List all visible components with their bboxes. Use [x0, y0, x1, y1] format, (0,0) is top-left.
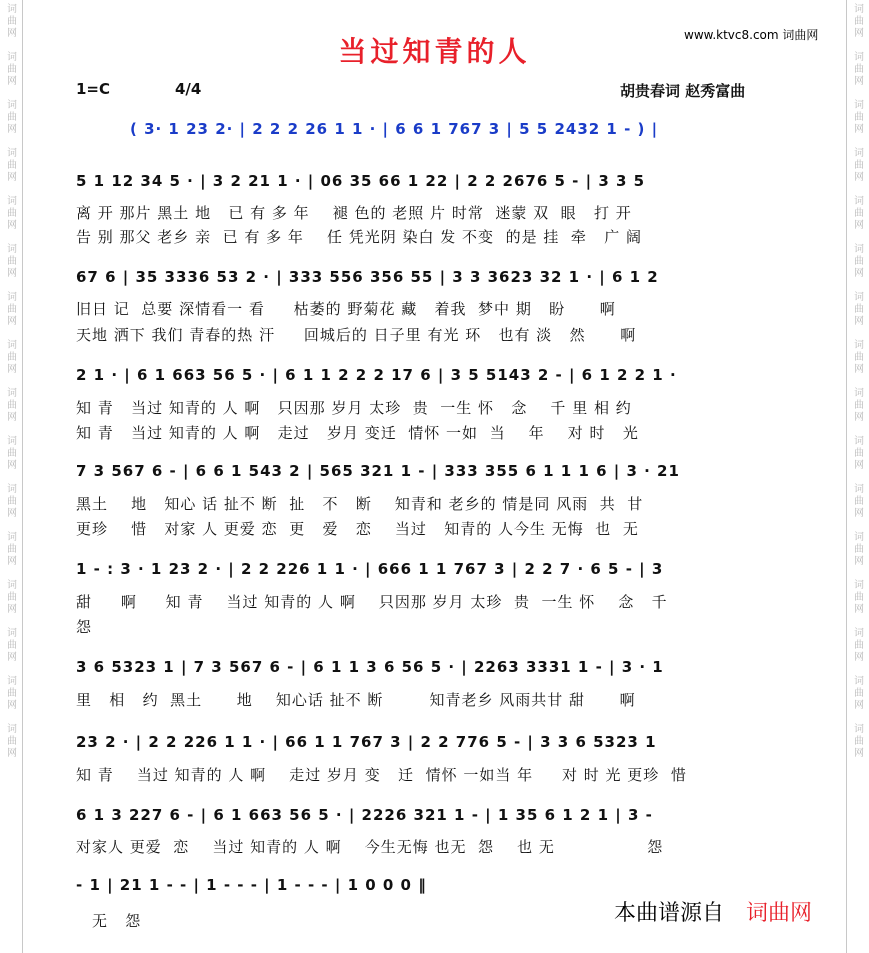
watermark: 词曲网	[7, 484, 17, 519]
watermark: 词曲网	[7, 100, 17, 135]
lyric-verse-1: 甜 啊 知 青 当过 知青的 人 啊 只因那 岁月 太珍 贵 一生 怀 念 千	[76, 593, 668, 611]
watermark: 词曲网	[7, 244, 17, 279]
watermark: 词曲网	[854, 532, 864, 567]
watermark: 词曲网	[7, 4, 17, 39]
lyric-verse-1: 无 怨	[92, 912, 142, 930]
notation-line: 23 2 · | 2 2 226 1 1 · | 66 1 1 767 3 | 2 2 776 5 - | 3 3 6 5323 1	[76, 733, 657, 751]
watermark: 词曲网	[854, 292, 864, 327]
notation-line: 67 6 | 35 3336 53 2 · | 333 556 356 55 | 3 3 3623 32 1 · | 6 1 2	[76, 268, 659, 286]
lyric-verse-1: 旧日 记 总要 深情看一 看 枯萎的 野菊花 藏 着我 梦中 期 盼 啊	[76, 300, 616, 318]
notation-line: 6 1 3 227 6 - | 6 1 663 56 5 · | 2226 321 1 - | 1 35 6 1 2 1 | 3 -	[76, 806, 653, 824]
right-watermark-column	[849, 0, 869, 953]
watermark: 词曲网	[7, 388, 17, 423]
site-header-label: www.ktvc8.com 词曲网	[684, 28, 819, 42]
watermark: 词曲网	[854, 580, 864, 615]
watermark: 词曲网	[7, 628, 17, 663]
lyric-verse-2: 更珍 惜 对家 人 更爱 恋 更 爱 恋 当过 知青的 人今生 无悔 也 无	[76, 520, 639, 538]
watermark: 词曲网	[854, 244, 864, 279]
time-signature: 4/4	[175, 80, 202, 98]
watermark: 词曲网	[7, 52, 17, 87]
notation-line: 1 - : 3 · 1 23 2 · | 2 2 226 1 1 · | 666 1 1 767 3 | 2 2 7 · 6 5 - | 3	[76, 560, 664, 578]
lyric-verse-2: 天地 洒下 我们 青春的热 汗 回城后的 日子里 有光 环 也有 淡 然 啊	[76, 326, 637, 344]
watermark: 词曲网	[854, 340, 864, 375]
credits: 胡贵春词 赵秀富曲	[620, 82, 746, 100]
lyric-verse-2: 怨	[76, 618, 93, 636]
left-border-line	[22, 0, 23, 953]
source-label: 本曲谱源自	[614, 901, 725, 926]
watermark: 词曲网	[854, 436, 864, 471]
watermark: 词曲网	[7, 436, 17, 471]
watermark: 词曲网	[7, 148, 17, 183]
notation-line: 2 1 · | 6 1 663 56 5 · | 6 1 1 2 2 2 17 6 | 3 5 5143 2 - | 6 1 2 2 1 ·	[76, 366, 677, 384]
watermark: 词曲网	[7, 532, 17, 567]
lyric-verse-2: 知 青 当过 知青的 人 啊 走过 岁月 变迁 情怀 一如 当 年 对 时 光	[76, 424, 639, 442]
source-credit	[614, 896, 812, 927]
lyric-verse-1: 里 相 约 黑土 地 知心话 扯不 断 知青老乡 风雨共甘 甜 啊	[76, 691, 636, 709]
source-site: 词曲网	[746, 901, 813, 926]
watermark: 词曲网	[854, 100, 864, 135]
lyric-verse-1: 离 开 那片 黑土 地 已 有 多 年 褪 色的 老照 片 时常 迷蒙 双 眼 打 开	[76, 204, 632, 222]
left-watermark-column	[2, 0, 22, 953]
watermark: 词曲网	[854, 388, 864, 423]
notation-line: 7 3 567 6 - | 6 6 1 543 2 | 565 321 1 - | 333 355 6 1 1 1 6 | 3 · 21	[76, 462, 680, 480]
watermark: 词曲网	[854, 196, 864, 231]
lyric-verse-1: 知 青 当过 知青的 人 啊 走过 岁月 变 迁 情怀 一如当 年 对 时 光 更珍 惜	[76, 766, 687, 784]
watermark: 词曲网	[854, 4, 864, 39]
watermark: 词曲网	[854, 484, 864, 519]
watermark: 词曲网	[7, 292, 17, 327]
watermark: 词曲网	[7, 196, 17, 231]
watermark: 词曲网	[854, 148, 864, 183]
watermark: 词曲网	[7, 580, 17, 615]
lyric-verse-1: 对家人 更爱 恋 当过 知青的 人 啊 今生无悔 也无 怨 也 无 怨	[76, 838, 664, 856]
watermark: 词曲网	[7, 340, 17, 375]
watermark: 词曲网	[854, 676, 864, 711]
intro-notes: ( 3· 1 23 2· | 2 2 2 26 1 1 · | 6 6 1 767 3 | 5 5 2432 1 - ) |	[130, 120, 659, 138]
watermark: 词曲网	[854, 628, 864, 663]
watermark: 词曲网	[7, 676, 17, 711]
lyric-verse-1: 知 青 当过 知青的 人 啊 只因那 岁月 太珍 贵 一生 怀 念 千 里 相 约	[76, 399, 632, 417]
watermark: 词曲网	[7, 724, 17, 759]
watermark: 词曲网	[854, 724, 864, 759]
notation-line: 5 1 12 34 5 · | 3 2 21 1 · | 06 35 66 1 22 | 2 2 2676 5 - | 3 3 5	[76, 172, 646, 190]
song-title: 当过知青的人	[338, 35, 531, 68]
lyric-verse-2: 告 别 那父 老乡 亲 已 有 多 年 任 凭光阴 染白 发 不变 的是 挂 牵 广 阔	[76, 228, 642, 246]
right-border-line	[846, 0, 847, 953]
watermark: 词曲网	[854, 52, 864, 87]
notation-line: 3 6 5323 1 | 7 3 567 6 - | 6 1 1 3 6 56 5 · | 2263 3331 1 - | 3 · 1	[76, 658, 664, 676]
notation-line: - 1 | 21 1 - - | 1 - - - | 1 - - - | 1 0 0 0 ‖	[76, 876, 427, 894]
key-signature: 1=C	[76, 80, 111, 98]
lyric-verse-1: 黑土 地 知心 话 扯不 断 扯 不 断 知青和 老乡的 情是同 风雨 共 甘	[76, 495, 644, 513]
